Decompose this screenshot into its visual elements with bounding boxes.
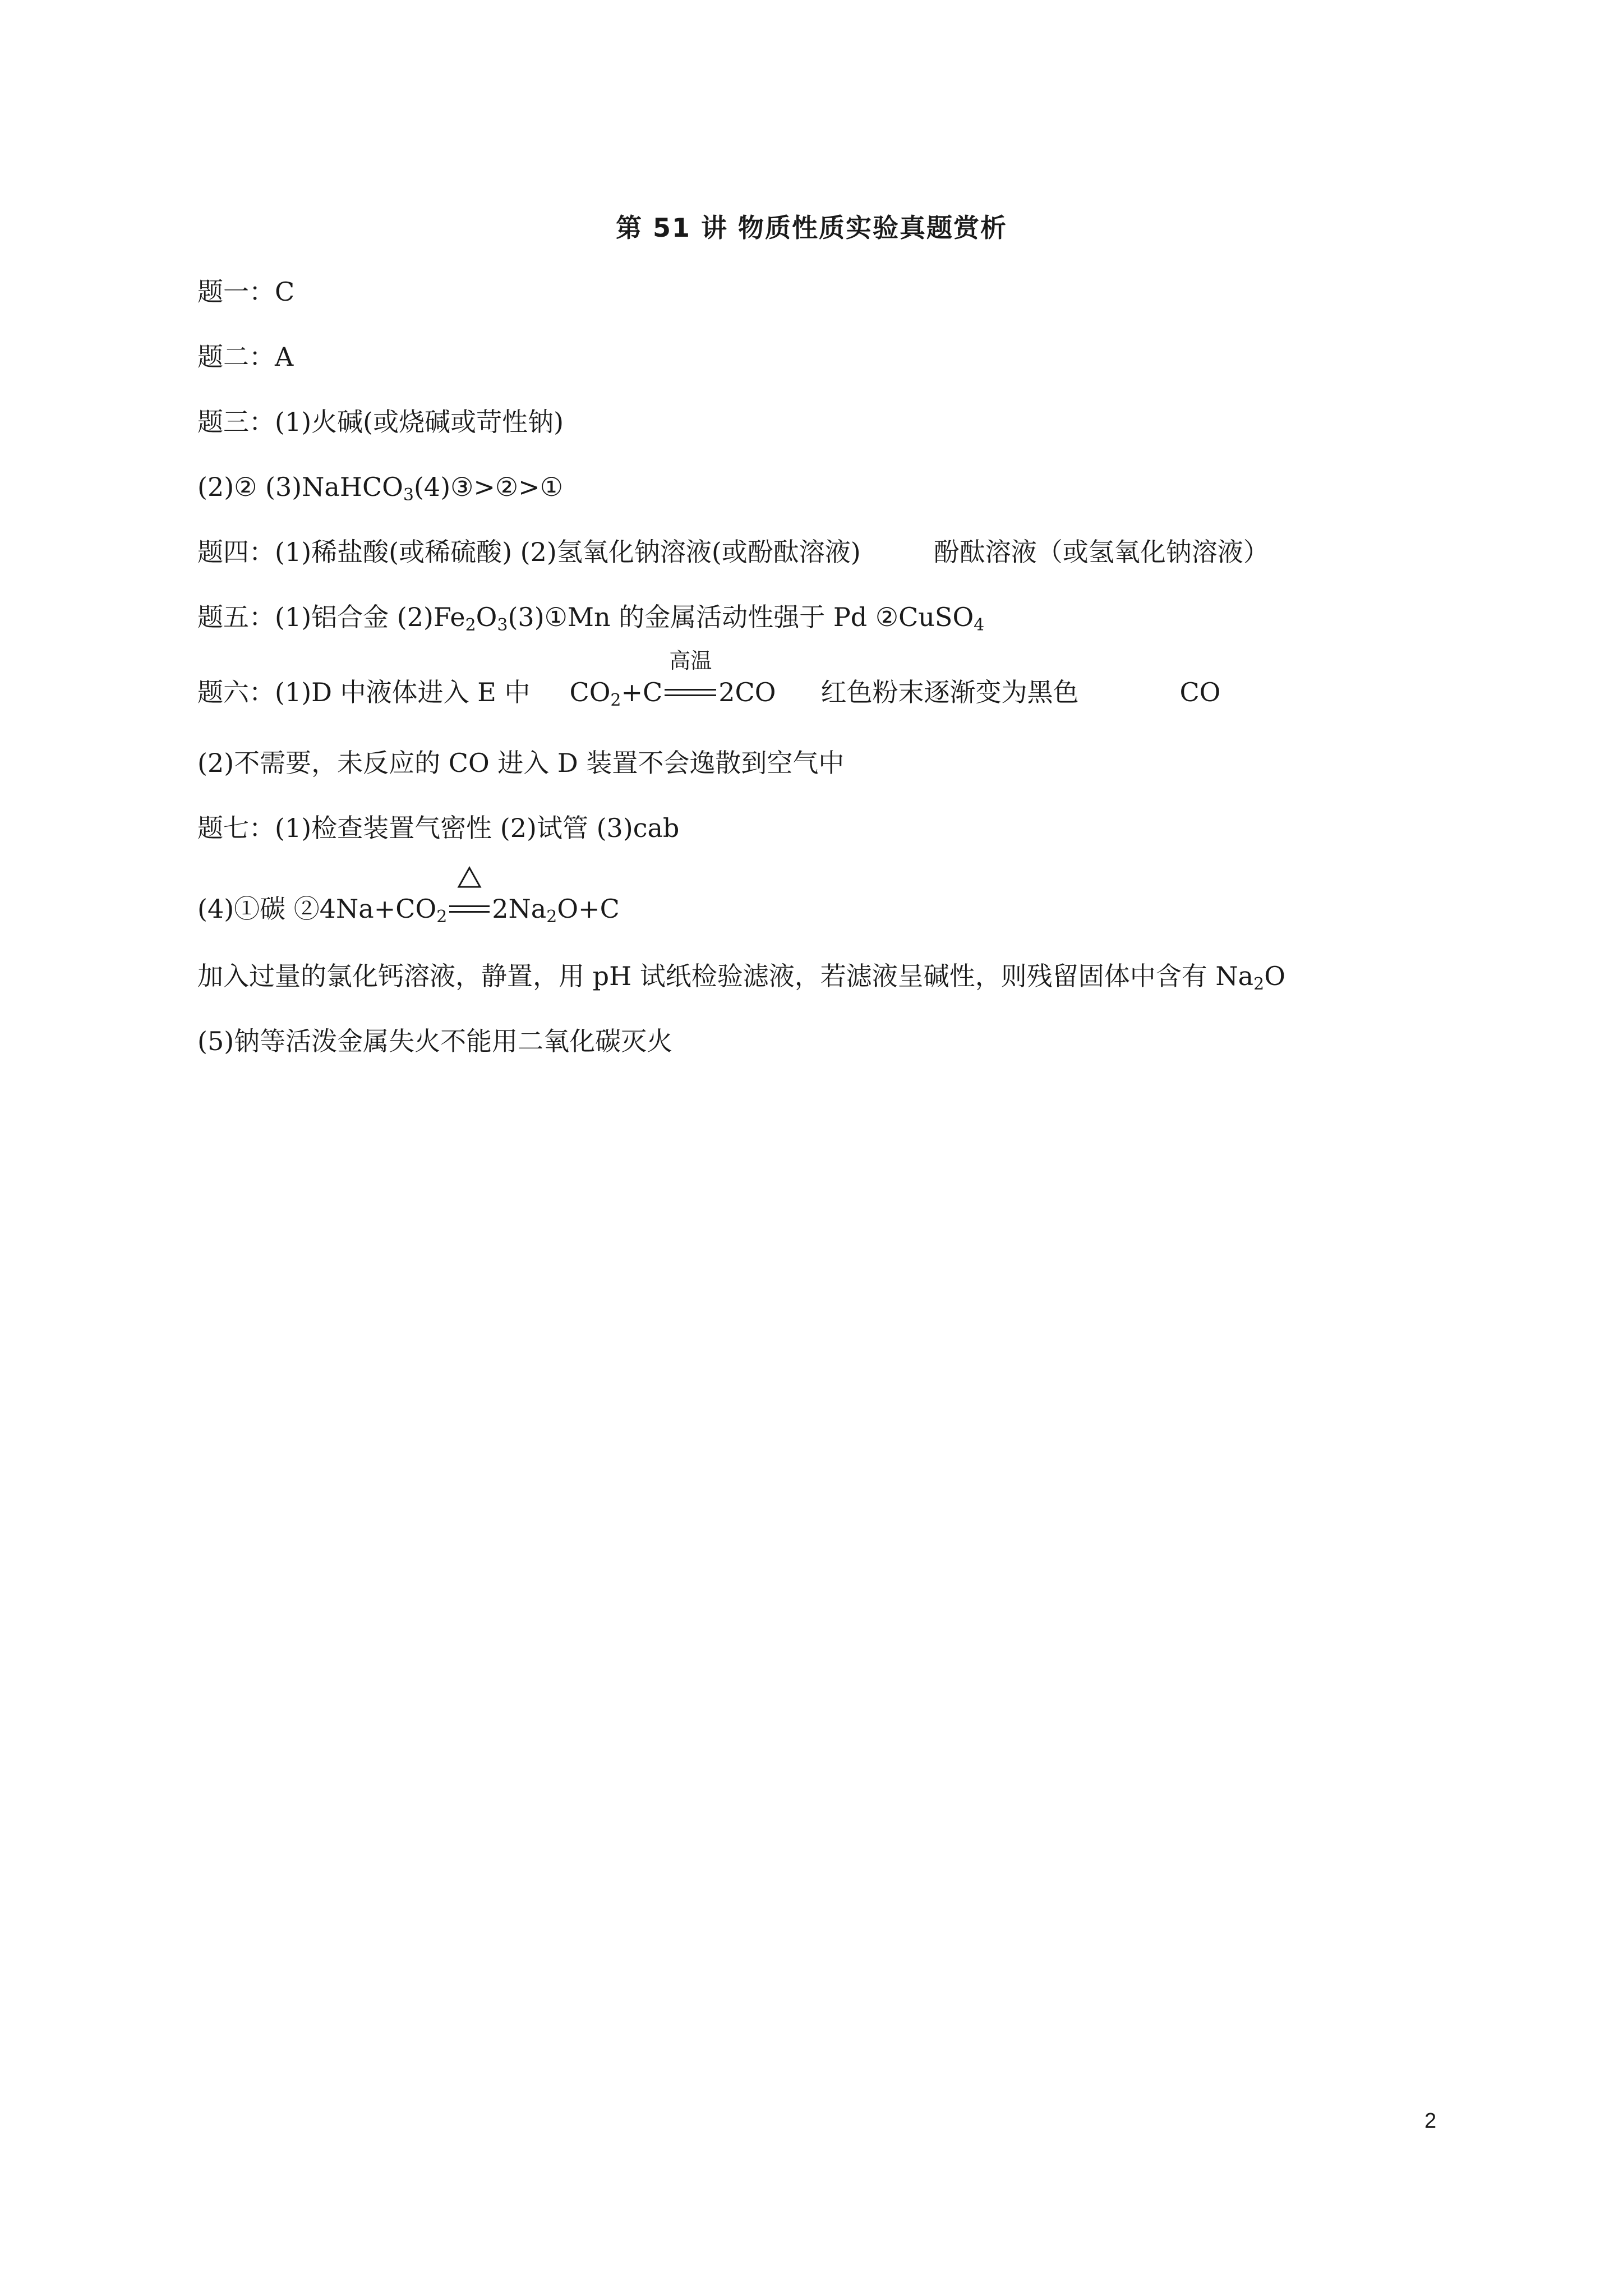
reaction-condition: 高温 — [669, 648, 712, 673]
answer-q5 — [197, 600, 984, 634]
answer-q4 — [197, 535, 1269, 569]
subscript: 3 — [497, 615, 508, 635]
subscript: 3 — [403, 485, 414, 505]
answer-q2: 题二：A — [197, 342, 294, 372]
subscript: 4 — [974, 615, 985, 635]
subscript: 2 — [546, 907, 557, 927]
page-number: 2 — [1424, 2109, 1437, 2133]
answer-q6-line2: (2)不需要，未反应的 CO 进入 D 装置不会逸散到空气中 — [197, 748, 845, 778]
answer-text: 题五：(1)铝合金 (2)Fe — [197, 602, 465, 632]
answer-q7-line1: 题七：(1)检查装置气密性 (2)试管 (3)cab — [197, 813, 680, 843]
subscript: 2 — [1253, 974, 1265, 994]
answer-text: CO — [1179, 677, 1221, 707]
subscript: 2 — [465, 615, 476, 635]
answer-text: (2)② (3)NaHCO — [197, 472, 403, 502]
answer-text: 加入过量的氯化钙溶液，静置，用 pH 试纸检验滤液，若滤液呈碱性，则残留固体中含有 Na — [197, 961, 1254, 991]
answer-q3-line1: 题三：(1)火碱(或烧碱或苛性钠) — [197, 407, 564, 437]
equation-right: 2CO — [718, 677, 776, 707]
answer-text: 2Na — [492, 894, 547, 924]
answer-q7-line2 — [197, 892, 620, 926]
page-title: 第 51 讲 物质性质实验真题赏析 — [615, 213, 1008, 243]
answer-text: O — [1264, 961, 1285, 991]
heat-triangle-icon — [457, 866, 482, 889]
answer-q7-line4: (5)钠等活泼金属失火不能用二氧化碳灭火 — [197, 1026, 673, 1056]
answer-text: (4)③>②>① — [413, 472, 563, 502]
answer-text: 题六：(1)D 中液体进入 E 中 — [197, 677, 531, 707]
answer-q3-line2 — [197, 470, 563, 504]
heating-equals-sign — [447, 892, 492, 926]
answer-text: O+C — [557, 894, 620, 924]
equation-left: CO — [569, 677, 611, 707]
answer-text: O — [476, 602, 497, 632]
subscript: 2 — [610, 691, 621, 710]
answer-text: (4)①碳 ②4Na+CO — [197, 894, 437, 924]
reaction-equals-sign — [662, 648, 718, 709]
answer-q1: 题一：C — [197, 277, 295, 307]
answer-q7-line3 — [197, 959, 1285, 993]
subscript: 2 — [436, 907, 448, 927]
answer-q6-line1 — [197, 648, 1221, 710]
answer-text: (3)①Mn 的金属活动性强于 Pd ②CuSO — [508, 602, 974, 632]
answer-text: 题四：(1)稀盐酸(或稀硫酸) (2)氢氧化钠溶液(或酚酞溶液) — [197, 537, 861, 567]
equation-left: +C — [621, 677, 663, 707]
answer-text: 酚酞溶液（或氢氧化钠溶液） — [933, 537, 1269, 567]
answer-text: 红色粉末逐渐变为黑色 — [820, 677, 1079, 707]
